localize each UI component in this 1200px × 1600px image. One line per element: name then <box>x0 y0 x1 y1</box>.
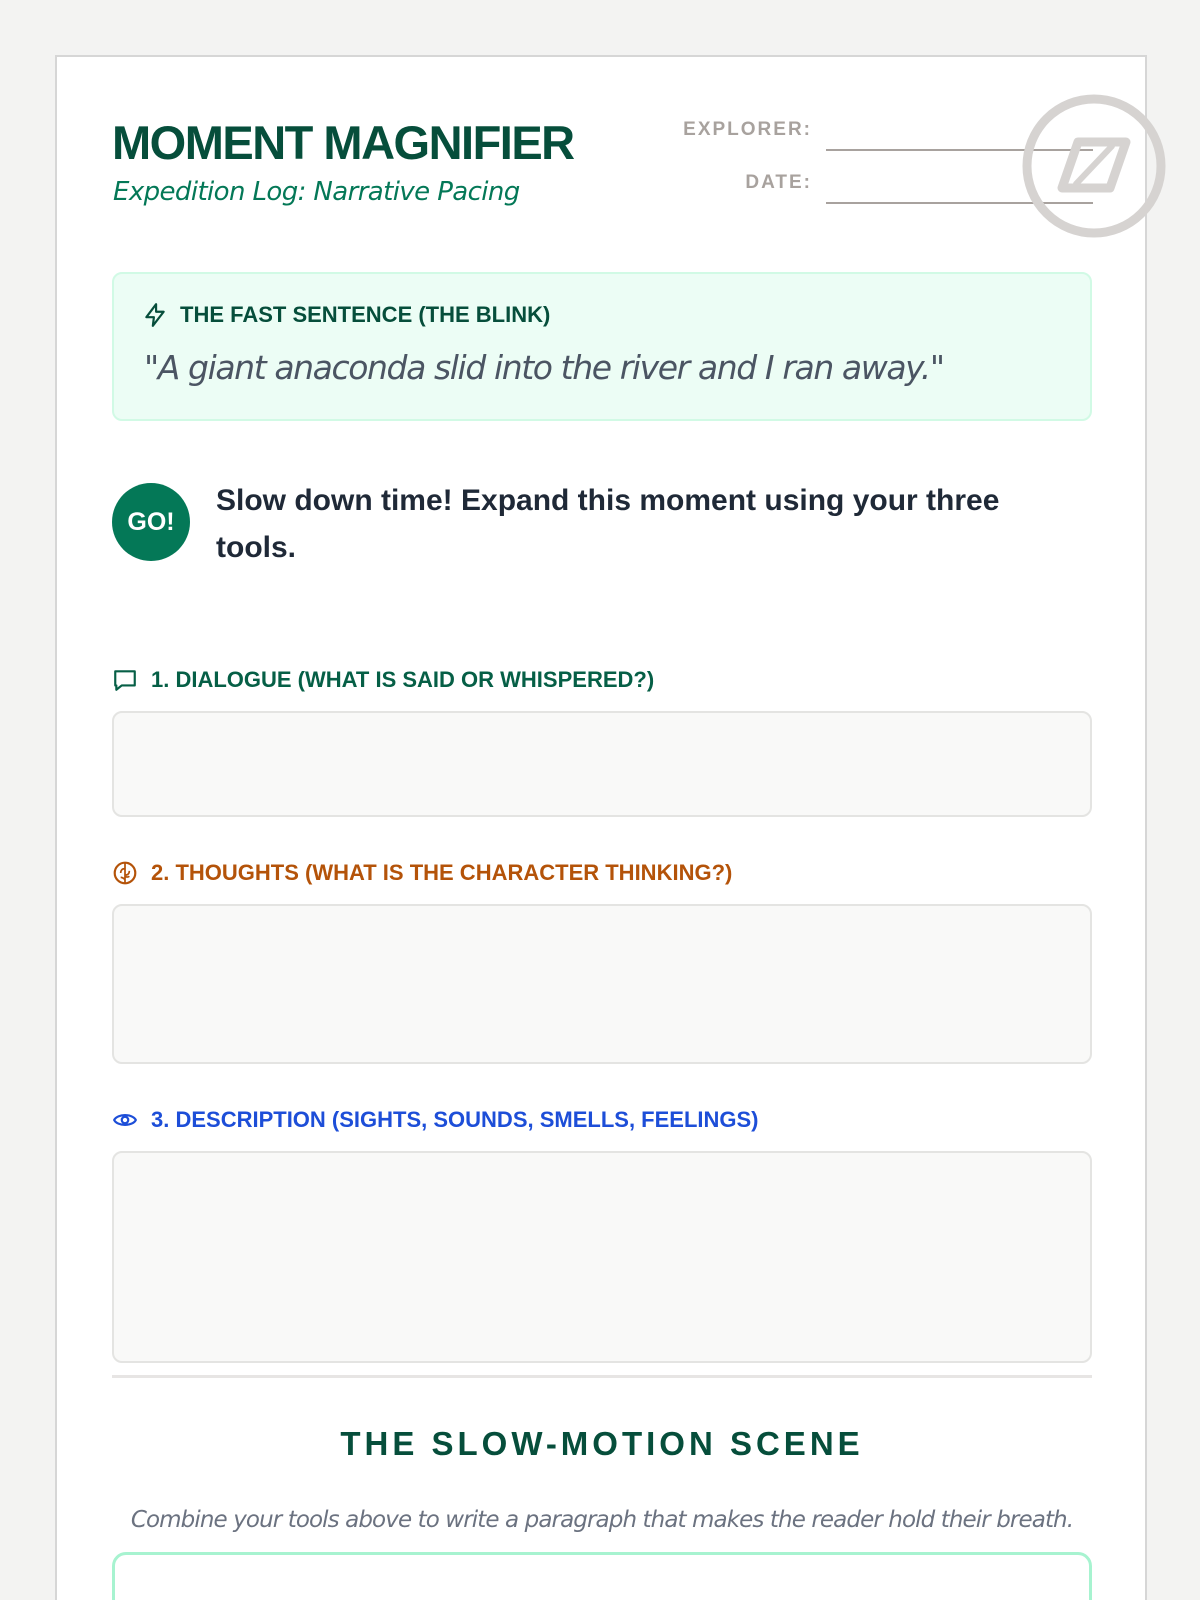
dialogue-header <box>112 667 654 693</box>
dialogue-input[interactable] <box>112 711 1092 817</box>
explorer-label: EXPLORER: <box>683 119 812 140</box>
scene-title: THE SLOW-MOTION SCENE <box>340 1425 864 1462</box>
instruction-text: Slow down time! Expand this moment using your three tools. <box>216 484 1000 564</box>
dialogue-label: 1. DIALOGUE (WHAT IS SAID OR WHISPERED?) <box>151 667 655 692</box>
speech-bubble-icon <box>112 667 138 693</box>
thoughts-header <box>112 860 732 886</box>
description-input[interactable] <box>112 1151 1092 1363</box>
thoughts-label: 2. THOUGHTS (WHAT IS THE CHARACTER THINKING?) <box>151 860 733 885</box>
scene-input[interactable] <box>112 1552 1092 1600</box>
page-subtitle: Expedition Log: Narrative Pacing <box>113 177 520 207</box>
date-label: DATE: <box>745 172 812 193</box>
fast-sentence-box <box>112 272 1092 421</box>
description-label: 3. DESCRIPTION (SIGHTS, SOUNDS, SMELLS, FEELINGS) <box>151 1107 759 1132</box>
worksheet <box>55 55 1147 1600</box>
page-title: MOMENT MAGNIFIER <box>112 116 574 169</box>
fast-sentence-quote: "A giant anaconda slid into the river and I ran away." <box>144 348 944 387</box>
description-header <box>112 1107 759 1133</box>
fast-sentence-label: THE FAST SENTENCE (THE BLINK) <box>180 302 551 327</box>
compass-icon <box>1020 92 1168 240</box>
eye-icon <box>112 1107 138 1133</box>
brain-icon <box>112 860 138 886</box>
scene-subtitle: Combine your tools above to write a paragraph that makes the reader hold their breath. <box>130 1507 1074 1533</box>
section-divider <box>112 1375 1092 1378</box>
thoughts-input[interactable] <box>112 904 1092 1064</box>
lightning-icon <box>142 302 168 328</box>
go-badge: GO! <box>112 483 190 561</box>
fast-sentence-header <box>142 302 550 328</box>
